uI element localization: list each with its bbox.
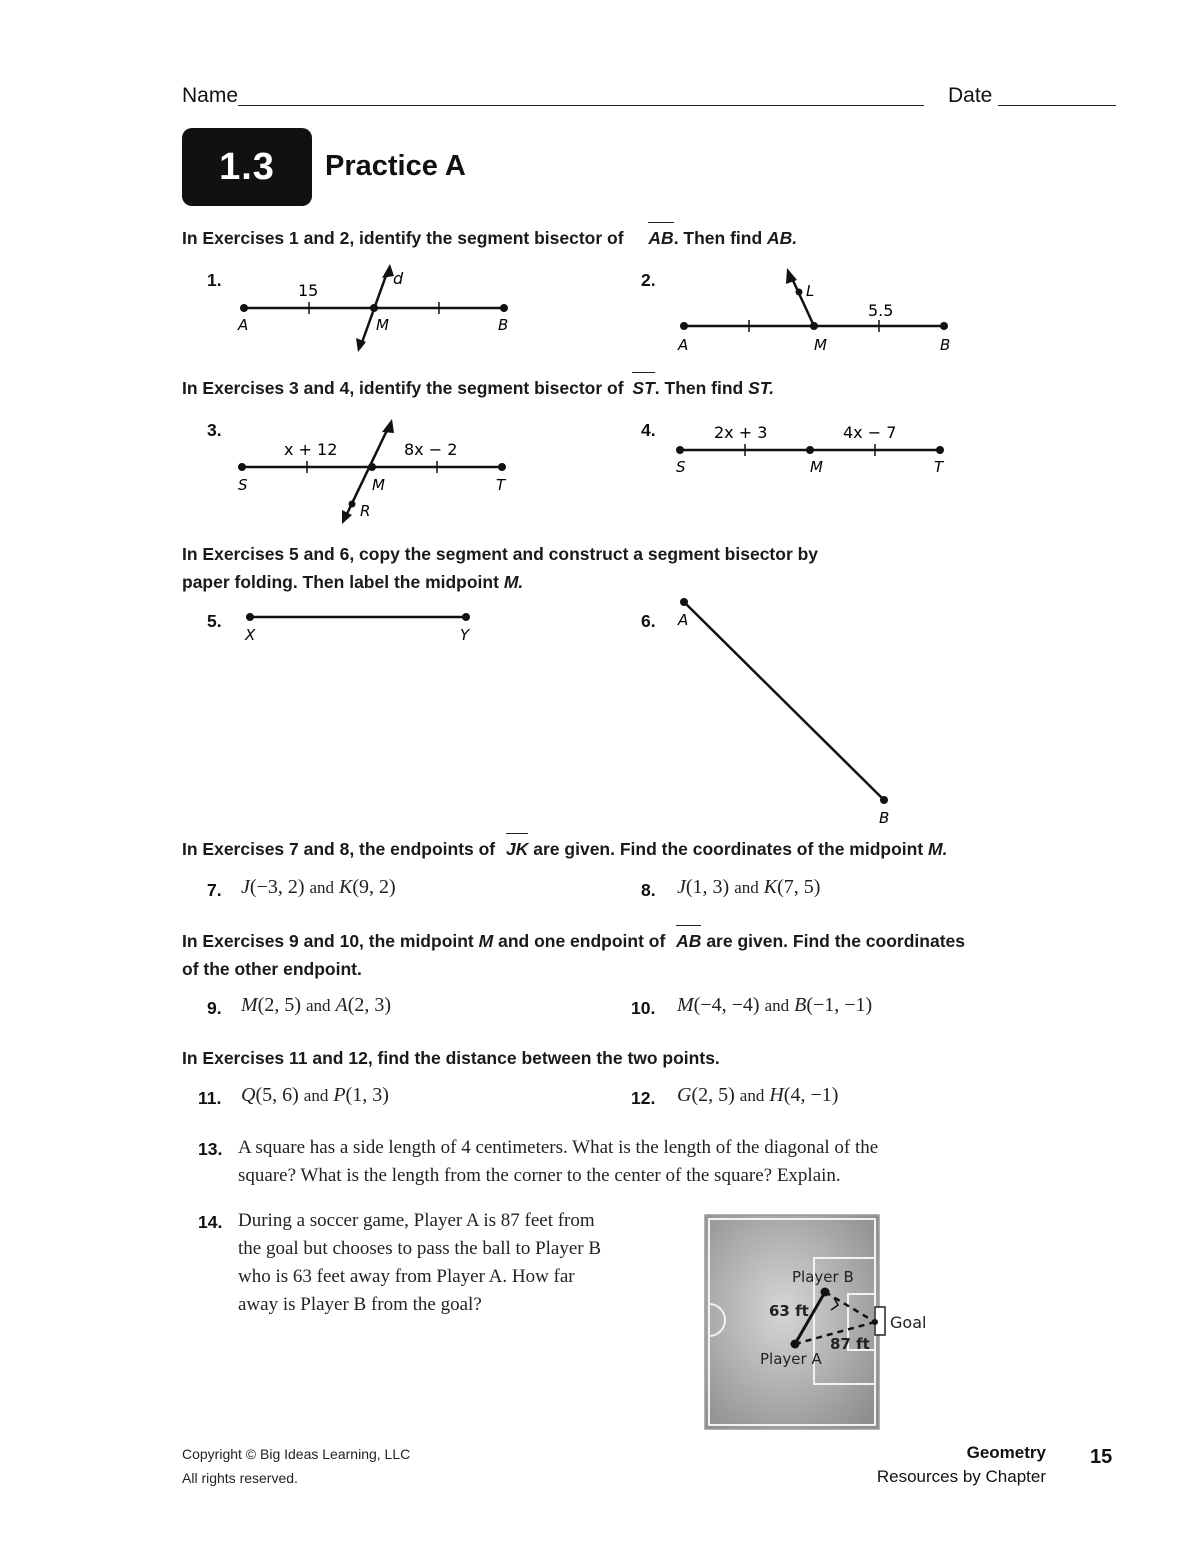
label-a: A bbox=[678, 336, 689, 354]
instruction-ex11-12: In Exercises 11 and 12, find the distance between the two points. bbox=[182, 1048, 720, 1068]
exercise-8-number: 8. bbox=[641, 880, 656, 900]
copyright-text: Copyright © Big Ideas Learning, LLC bbox=[182, 1446, 411, 1462]
label-l: L bbox=[806, 282, 815, 300]
segment-jk: JK bbox=[506, 835, 528, 863]
exercise-2-diagram bbox=[670, 262, 970, 362]
exercise-11-text: Q(5, 6) and P(1, 3) bbox=[241, 1084, 389, 1106]
label-a: A bbox=[678, 611, 689, 629]
section-number-badge: 1.3 bbox=[182, 128, 312, 206]
label-m: M bbox=[372, 476, 385, 494]
goal-label: Goal bbox=[890, 1313, 927, 1332]
date-field[interactable] bbox=[998, 105, 1116, 106]
label-s: S bbox=[238, 476, 248, 494]
exercise-2-number: 2. bbox=[641, 270, 656, 290]
exercise-12-number: 12. bbox=[631, 1088, 656, 1108]
exercise-14-number: 14. bbox=[198, 1212, 223, 1232]
page-title: Practice A bbox=[325, 150, 466, 182]
label-t: T bbox=[934, 458, 944, 476]
player-a-label: Player A bbox=[760, 1350, 822, 1368]
label-s: S bbox=[676, 458, 686, 476]
length-label: 15 bbox=[298, 281, 319, 300]
label-b: B bbox=[940, 336, 951, 354]
segment-st: ST bbox=[632, 374, 654, 402]
exercise-9-number: 9. bbox=[207, 998, 222, 1018]
instruction-ex1-2: In Exercises 1 and 2, identify the segment bisector of AB. Then find AB. bbox=[182, 224, 797, 252]
exercise-4-number: 4. bbox=[641, 420, 656, 440]
exercise-3-diagram bbox=[230, 416, 530, 528]
label-b: B bbox=[498, 316, 509, 334]
exercise-13-number: 13. bbox=[198, 1139, 223, 1159]
name-field[interactable] bbox=[238, 105, 924, 106]
label-m: M bbox=[810, 458, 823, 476]
book-title: Geometry bbox=[966, 1443, 1046, 1462]
exercise-6-diagram bbox=[670, 592, 910, 832]
distance-87-label: 87 ft bbox=[830, 1335, 870, 1353]
exercise-4-diagram bbox=[670, 420, 970, 490]
exercise-6-number: 6. bbox=[641, 611, 656, 631]
exercise-14-text: During a soccer game, Player A is 87 feet from the goal but chooses to pass the ball to Player B who is 63 feet away from Player A. How far away is Player B from the goal? bbox=[238, 1210, 602, 1315]
instruction-ex5-6: In Exercises 5 and 6, copy the segment and construct a segment bisector by paper folding. Then label the midpoint M. bbox=[182, 544, 819, 592]
label-d: d bbox=[393, 269, 404, 288]
label-m: M bbox=[376, 316, 389, 334]
player-b-label: Player B bbox=[792, 1268, 854, 1286]
label-x: X bbox=[245, 626, 256, 644]
exercise-13-text: A square has a side length of 4 centimeters. What is the length of the diagonal of the square? What is the length from the corner to the center of the square? Explain. bbox=[238, 1137, 879, 1186]
instruction-ex7-8: In Exercises 7 and 8, the endpoints of JK are given. Find the coordinates of the midpoint M. bbox=[182, 835, 947, 863]
left-expression: 2x + 3 bbox=[714, 423, 768, 442]
length-label: 5.5 bbox=[868, 301, 894, 320]
exercise-5-number: 5. bbox=[207, 611, 222, 631]
date-label: Date bbox=[948, 84, 993, 107]
label-a: A bbox=[238, 316, 249, 334]
exercise-12-text: G(2, 5) and H(4, −1) bbox=[677, 1084, 839, 1106]
exercise-8-text: J(1, 3) and K(7, 5) bbox=[677, 876, 821, 898]
soccer-field-diagram bbox=[700, 1212, 940, 1432]
right-expression: 4x − 7 bbox=[843, 423, 897, 442]
rights-text: All rights reserved. bbox=[182, 1470, 298, 1486]
right-expression: 8x − 2 bbox=[404, 440, 458, 459]
exercise-10-text: M(−4, −4) and B(−1, −1) bbox=[677, 994, 873, 1016]
label-r: R bbox=[360, 502, 371, 520]
instruction-ex3-4: In Exercises 3 and 4, identify the segment bisector of ST. Then find ST. bbox=[182, 374, 774, 402]
exercise-9-text: M(2, 5) and A(2, 3) bbox=[241, 994, 392, 1016]
exercise-11-number: 11. bbox=[198, 1088, 222, 1108]
exercise-1-diagram bbox=[230, 262, 530, 357]
exercise-1-number: 1. bbox=[207, 270, 222, 290]
distance-63-label: 63 ft bbox=[769, 1302, 809, 1320]
exercise-7-number: 7. bbox=[207, 880, 222, 900]
left-expression: x + 12 bbox=[284, 440, 338, 459]
instruction-ex9-10: In Exercises 9 and 10, the midpoint M and one endpoint of AB are given. Find the coordinates of the other endpoint. bbox=[182, 927, 965, 983]
label-y: Y bbox=[460, 626, 470, 644]
exercise-3-number: 3. bbox=[207, 420, 222, 440]
exercise-5-diagram bbox=[240, 604, 480, 648]
label-b: B bbox=[879, 809, 890, 827]
name-label: Name bbox=[182, 84, 239, 107]
segment-ab: AB bbox=[648, 224, 673, 252]
segment-ab: AB bbox=[676, 927, 701, 955]
label-t: T bbox=[496, 476, 506, 494]
page-number: 15 bbox=[1090, 1446, 1113, 1468]
exercise-10-number: 10. bbox=[631, 998, 656, 1018]
book-subtitle: Resources by Chapter bbox=[876, 1467, 1046, 1486]
exercise-7-text: J(−3, 2) and K(9, 2) bbox=[241, 876, 396, 898]
label-m: M bbox=[814, 336, 827, 354]
